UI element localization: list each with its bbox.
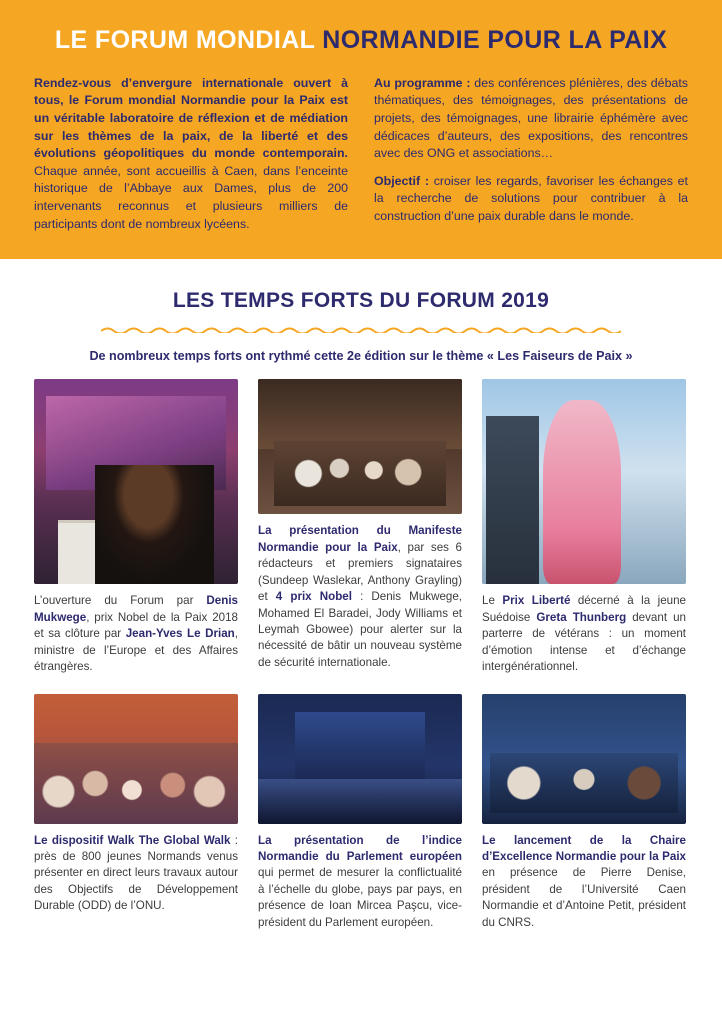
hero-objectif-label: Objectif :	[374, 173, 434, 188]
photo-indice-normandie-parlement-europeen	[258, 694, 462, 824]
page-title-part2: NORMANDIE POUR LA PAIX	[322, 26, 668, 54]
hero-columns	[34, 75, 688, 233]
hero-programme-text: des conférences plénières, des débats thématiques, des témoignages, des présentations de projets, des témoignages, une librairie éphémère avec dédicaces d’auteurs, des expositions, des rencontres avec des ONG et associations…	[374, 75, 688, 161]
page-title	[34, 26, 688, 55]
page-title-part1: LE FORUM MONDIAL	[54, 26, 323, 54]
highlight-item-2	[258, 379, 462, 675]
caption-item-6: Le lancement de la Chaire d’Excellence Normandie pour la Paix en présence de Pierre Denise, président de l’Université Caen Normandie et d’Antoine Petit, président du CNRS.	[482, 833, 686, 929]
section-subtitle: De nombreux temps forts ont rythmé cette 2e édition sur le thème « Les Faiseurs de Paix »	[89, 349, 633, 364]
highlights-row-2	[34, 694, 688, 932]
hero-band	[0, 0, 722, 259]
caption-item-1: L’ouverture du Forum par Denis Mukwege, prix Nobel de la Paix 2018 et sa clôture par Jean-Yves Le Drian, ministre de l’Europe et des Affaires étrangères.	[34, 594, 238, 674]
photo-walk-the-global-walk	[34, 694, 238, 824]
caption-item-3: Le Prix Liberté décerné à la jeune Suédoise Greta Thunberg devant un parterre de vétérans : un moment d’émotion intense et d’échange intergénérationnel.	[482, 594, 686, 674]
hero-left-column	[34, 75, 348, 233]
hero-left-rest: Chaque année, sont accueillis à Caen, dans l’enceinte historique de l’Abbaye aux Dames, plus de 200 intervenants reconnus et plusieurs milliers de participants dont de nombreux lycéens.	[34, 163, 348, 231]
photo-chaire-excellence-normandie-paix	[482, 694, 686, 824]
caption-item-4: Le dispositif Walk The Global Walk : près de 800 jeunes Normands venus présenter en direct leurs travaux autour des Objectifs de Développement Durable (ODD) de l’ONU.	[34, 833, 238, 913]
hero-right-column	[374, 75, 688, 233]
wavy-divider	[101, 323, 621, 333]
highlight-item-4	[34, 694, 238, 932]
highlights-section	[0, 259, 722, 931]
highlight-item-1	[34, 379, 238, 675]
highlight-item-5	[258, 694, 462, 932]
caption-item-2: La présentation du Manifeste Normandie pour la Paix, par ses 6 rédacteurs et premiers signataires (Sundeep Waslekar, Anthony Grayling) et 4 prix Nobel : Denis Mukwege, Mohamed El Baradei, Jody Williams et Leymah Gbowee) pour alerter sur la nécessité de bâtir un nouveau système de sécurité internationale.	[258, 524, 463, 669]
highlight-item-3	[482, 379, 686, 675]
hero-programme-label: Au programme :	[374, 75, 475, 90]
photo-prix-liberte-greta-thunberg	[482, 379, 686, 584]
section-title: LES TEMPS FORTS DU FORUM 2019	[172, 289, 550, 313]
caption-item-5: La présentation de l’indice Normandie du Parlement européen qui permet de mesurer la conflictualité à l’échelle du globe, pays par pays, en présence de Ioan Mircea Paşcu, vice-président du Parlement européen.	[258, 833, 462, 929]
hero-left-paragraph	[34, 75, 348, 233]
highlight-item-6	[482, 694, 686, 932]
hero-objectif-paragraph	[374, 173, 688, 226]
hero-left-lead: Rendez-vous d’envergure internationale ouvert à tous, le Forum mondial Normandie pour la Paix est un véritable laboratoire de réflexion et de médiation sur les thèmes de la paix, de la liberté et des évolutions géopolitiques du monde contemporain.	[34, 75, 348, 161]
photo-ouverture-denis-mukwege	[34, 379, 238, 584]
photo-manifeste-normandie-paix	[258, 379, 462, 514]
hero-programme-paragraph	[374, 75, 688, 163]
hero-objectif-text: croiser les regards, favoriser les échanges et la recherche de solutions pour contribuer à la construction d’une paix durable dans le monde.	[374, 173, 688, 224]
highlights-row-1	[34, 379, 688, 675]
